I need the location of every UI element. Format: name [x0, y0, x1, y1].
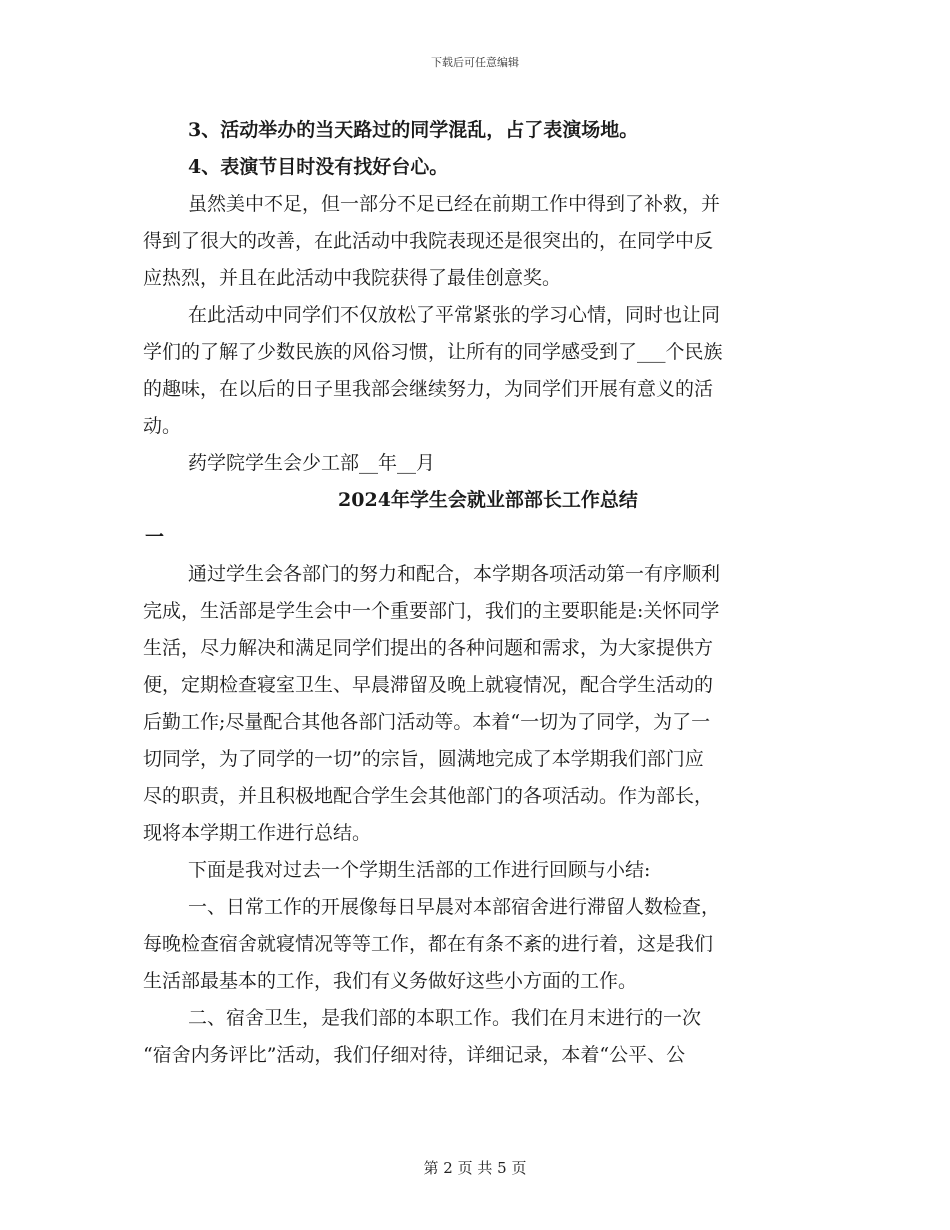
- section-marker: 一: [145, 526, 165, 548]
- paragraph-line: 动。: [143, 415, 182, 437]
- paragraph-line: 每晚检查宿舍就寝情况等等工作，都在有条不紊的进行着，这是我们: [143, 933, 714, 955]
- header-note: 下载后可任意编辑: [431, 56, 519, 69]
- section-title: 2024年学生会就业部部长工作总结: [338, 489, 638, 511]
- paragraph-line: “宿舍内务评比”活动，我们仔细对待，详细记录，本着“公平、公: [143, 1044, 686, 1066]
- paragraph-line: 应热烈，并且在此活动中我院获得了最佳创意奖。: [143, 267, 562, 289]
- paragraph-line: 下面是我对过去一个学期生活部的工作进行回顾与小结:: [188, 859, 651, 881]
- paragraph-line: 切同学，为了同学的一切”的宗旨，圆满地完成了本学期我们部门应: [143, 748, 704, 770]
- paragraph-line: 一、日常工作的开展像每日早晨对本部宿舍进行滞留人数检查，: [188, 896, 721, 918]
- paragraph-line: 学们的了解了少数民族的风俗习惯，让所有的同学感受到了___个民族: [143, 341, 723, 363]
- paragraph-line: 尽的职责，并且积极地配合学生会其他部门的各项活动。作为部长，: [143, 785, 714, 807]
- paragraph-line: 虽然美中不足，但一部分不足已经在前期工作中得到了补救，并: [188, 193, 721, 215]
- paragraph-line: 的趣味，在以后的日子里我部会继续努力，为同学们开展有意义的活: [143, 378, 714, 400]
- paragraph-line: 后勤工作;尽量配合其他各部门活动等。本着“一切为了同学，为了一: [143, 711, 711, 733]
- paragraph-line: 通过学生会各部门的努力和配合，本学期各项活动第一有序顺利: [188, 563, 721, 585]
- paragraph-line: 生活，尽力解决和满足同学们提出的各种问题和需求，为大家提供方: [143, 637, 714, 659]
- paragraph-line: 二、宿舍卫生，是我们部的本职工作。我们在月末进行的一次: [188, 1007, 702, 1029]
- paragraph-line: 现将本学期工作进行总结。: [143, 822, 372, 844]
- list-item-3: 3、活动举办的当天路过的同学混乱，占了表演场地。: [188, 119, 639, 141]
- list-item-4: 4、表演节目时没有找好台心。: [188, 156, 449, 178]
- signature-line: 药学院学生会少工部__年__月: [188, 452, 436, 474]
- paragraph-line: 完成，生活部是学生会中一个重要部门，我们的主要职能是:关怀同学: [143, 600, 720, 622]
- paragraph-line: 在此活动中同学们不仅放松了平常紧张的学习心情，同时也让同: [188, 304, 721, 326]
- paragraph-line: 便，定期检查寝室卫生、早晨滞留及晚上就寝情况，配合学生活动的: [143, 674, 714, 696]
- paragraph-line: 生活部最基本的工作，我们有义务做好这些小方面的工作。: [143, 970, 638, 992]
- document-body: [143, 112, 803, 1074]
- page-number: 第 2 页 共 5 页: [423, 1159, 527, 1177]
- paragraph-line: 得到了很大的改善，在此活动中我院表现还是很突出的，在同学中反: [143, 230, 714, 252]
